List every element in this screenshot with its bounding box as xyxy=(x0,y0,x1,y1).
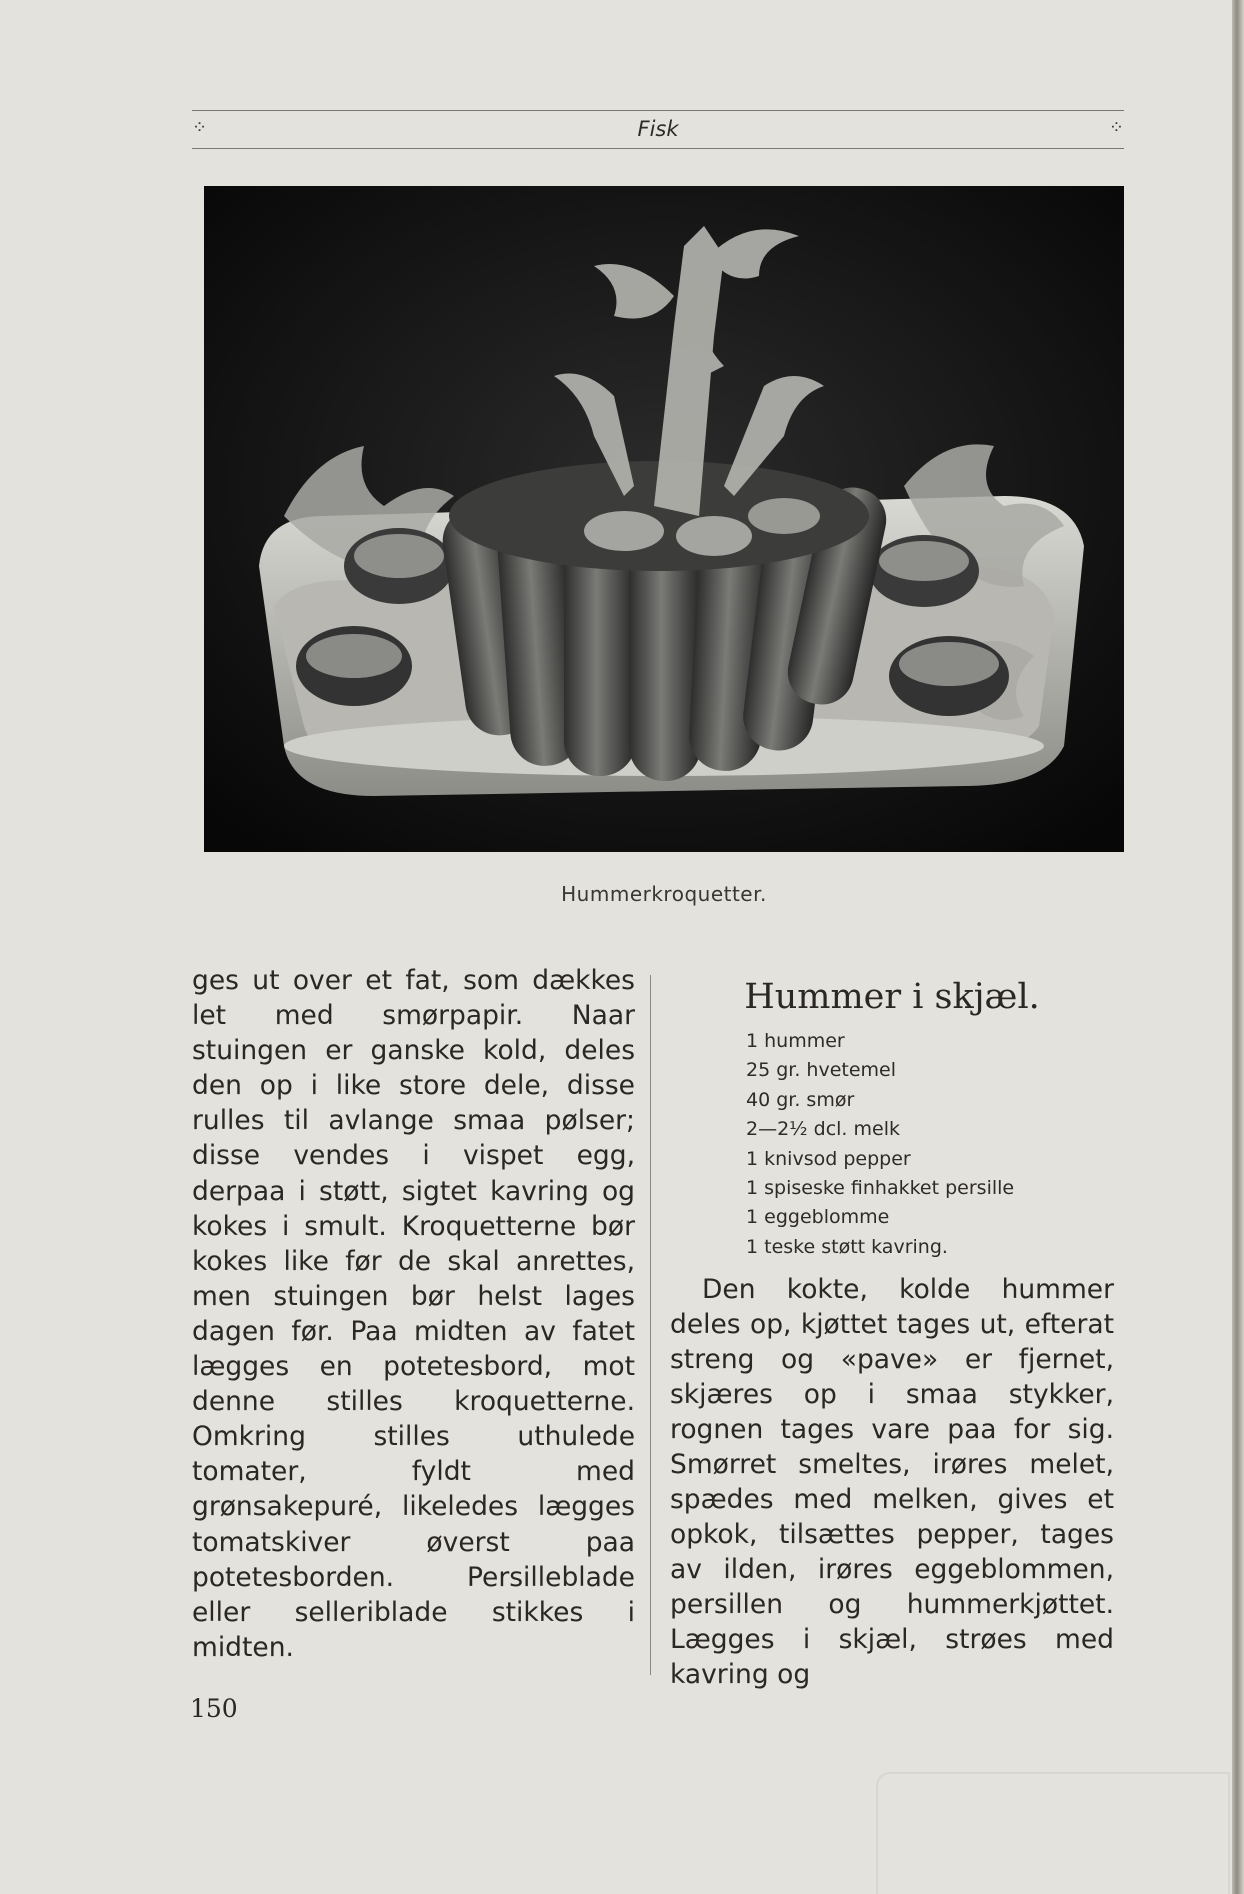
header-rule-bottom xyxy=(192,148,1124,149)
ingredient-list xyxy=(746,1027,1114,1262)
recipe-method: Den kokte, kolde hummer deles op, kjøttet tages ut, efterat streng og «pave» er fjernet, skjæres op i smaa stykker, rognen tages vare paa for sig. Smørret smeltes, irøres melet, spædes med melken, gives et opkok, tilsættes pepper, tages av ilden, irøres eggeblommen, persillen og hummerkjøttet. Lægges i skjæl, strøes med kavring og xyxy=(670,1274,1114,1691)
right-column xyxy=(670,963,1114,1692)
ingredient-item: 1 eggeblomme xyxy=(746,1206,890,1229)
ingredient-item: 1 hummer xyxy=(746,1030,845,1052)
ingredient-item: 1 knivsod pepper xyxy=(746,1147,911,1170)
ingredient-item: 1 teske støtt kavring. xyxy=(746,1235,948,1258)
page-edge xyxy=(1232,0,1244,1894)
ingredient-item: 2—2½ dcl. melk xyxy=(746,1118,900,1141)
recipe-title: Hummer i skjæl. xyxy=(744,977,1040,1017)
ingredient-item: 25 gr. hvetemel xyxy=(746,1059,897,1082)
photo-caption: Hummerkroquetter. xyxy=(561,882,767,906)
ingredient-item: 40 gr. smør xyxy=(746,1088,855,1111)
ingredient-item: 1 spiseske finhakket persille xyxy=(746,1177,1015,1200)
running-header xyxy=(192,110,1124,150)
header-rule-top xyxy=(192,110,1124,111)
column-divider xyxy=(650,975,651,1675)
header-ornament-left: ⁘ xyxy=(192,117,208,138)
page-number: 150 xyxy=(190,1694,238,1723)
left-column xyxy=(192,963,635,1665)
dish-photograph xyxy=(204,186,1124,852)
section-title: Fisk xyxy=(637,117,679,141)
left-column-text: ges ut over et fat, som dækkes let med smørpapir. Naar stuingen er ganske kold, deles den op i like store dele, disse rulles til avlange smaa pølser; disse vendes i vispet egg, derpaa i støtt, sigtet kavring og kokes i smult. Kroquetterne bør kokes like før de skal anrettes, men stuingen bør helst lages dagen før. Paa midten av fatet lægges en potetesbord, mot denne stilles kroquetterne. Omkring stilles uthulede tomater, fyldt med grønsakepuré, likeledes lægges tomatskiver øverst paa potetesborden. Persilleblade eller selleriblade stikkes i midten. xyxy=(192,965,635,1663)
header-ornament-right: ⁘ xyxy=(1108,117,1124,138)
page-stub xyxy=(876,1772,1230,1894)
